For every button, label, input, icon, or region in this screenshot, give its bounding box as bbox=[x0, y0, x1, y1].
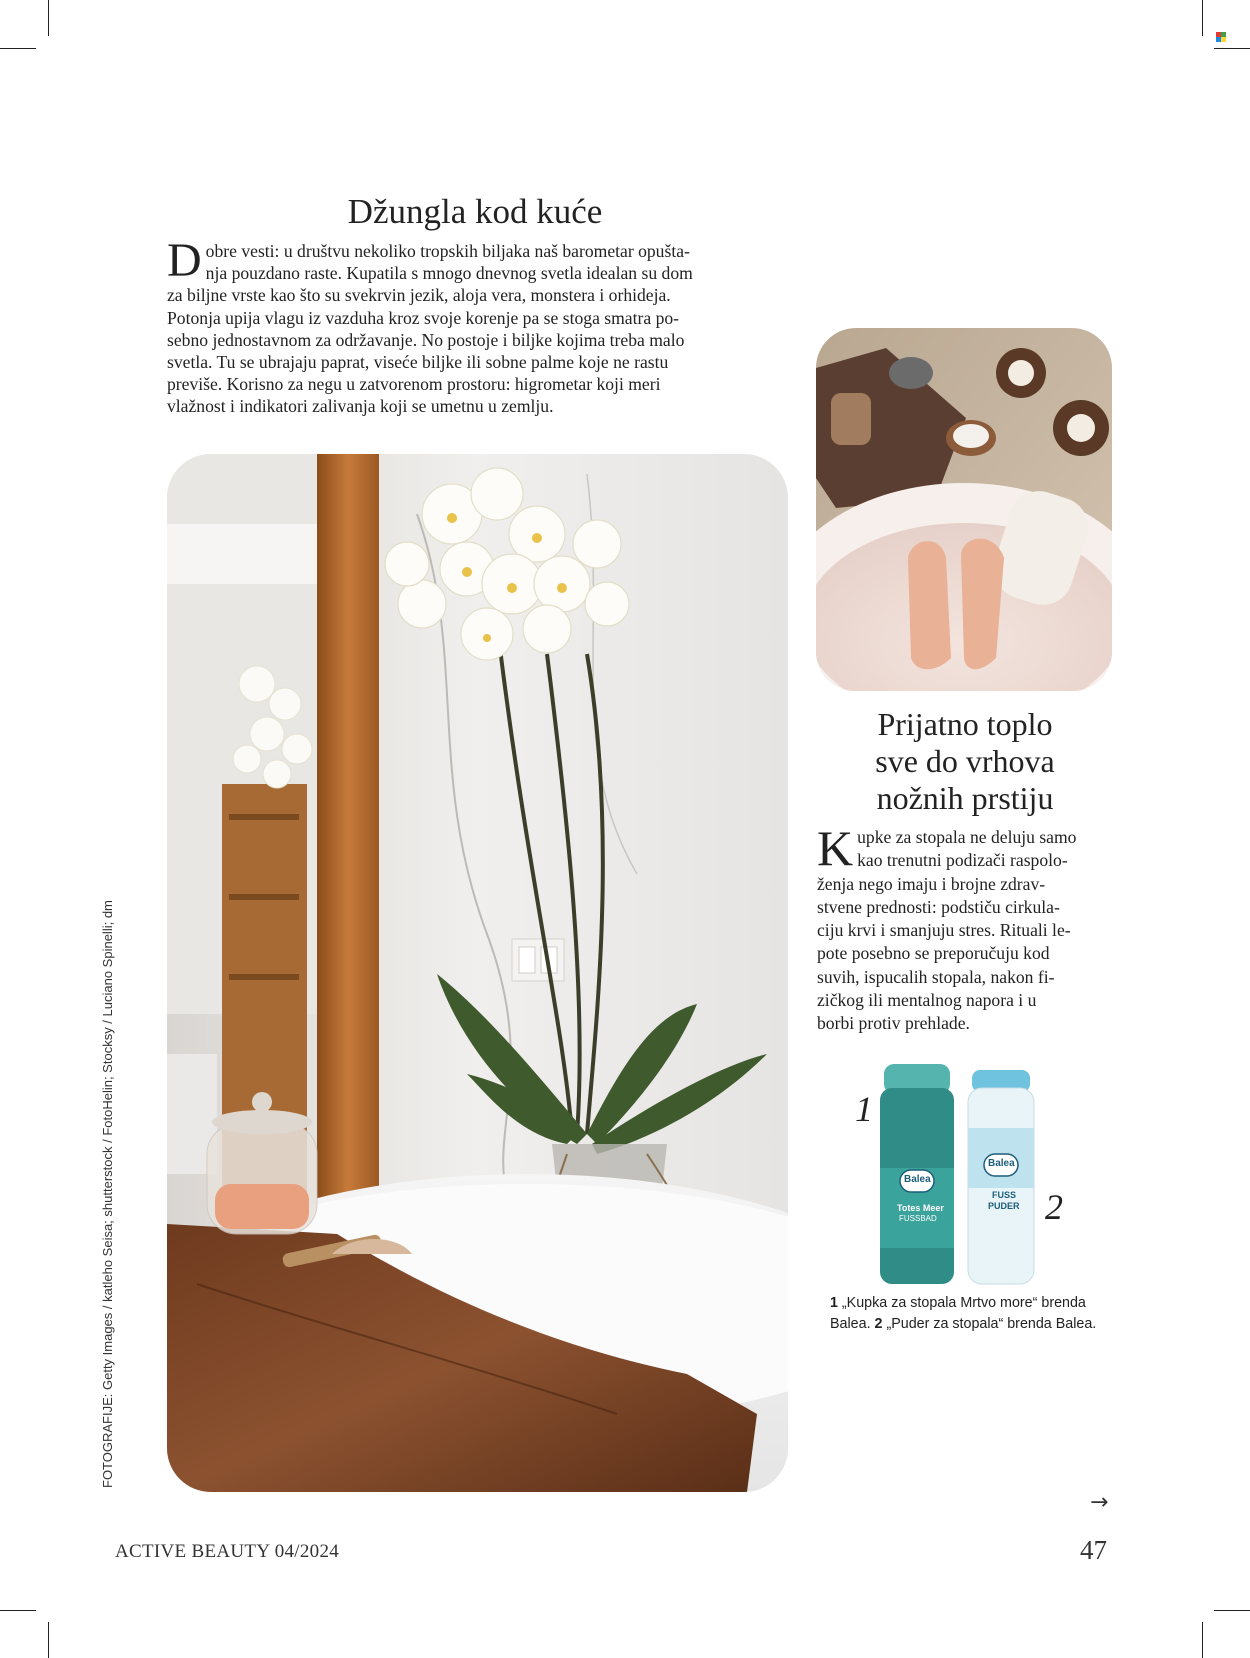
intro-line: nja pouzdano raste. Kupatila s mnogo dnevnog svetla idealan su dom bbox=[205, 263, 693, 284]
product-images bbox=[845, 1058, 1085, 1288]
sidebar-line: kao trenutni podizači raspolo- bbox=[857, 850, 1068, 871]
drop-cap: D bbox=[167, 234, 202, 287]
sidebar-line: stvene prednosti: podstiču cirkula- bbox=[817, 896, 1060, 917]
sidebar-line: suvih, ispucalih stopala, nakon fi- bbox=[817, 966, 1055, 987]
article-title: Džungla kod kuće bbox=[347, 192, 603, 231]
sidebar-text bbox=[817, 820, 1117, 1036]
page-number: 47 bbox=[1080, 1535, 1107, 1565]
color-registration-icon bbox=[1216, 32, 1226, 42]
sidebar-line: ciju krvi i smanjuju stres. Rituali le- bbox=[817, 920, 1071, 941]
article-intro bbox=[167, 234, 787, 418]
bathroom-orchid-photo bbox=[167, 454, 788, 1492]
product-number-2: 2 bbox=[1045, 1187, 1063, 1227]
bottle2-brand: Balea bbox=[988, 1158, 1015, 1169]
intro-line: Potonja upija vlagu iz vazduha kroz svoje korenje pa se stoga smatra po- bbox=[167, 307, 680, 328]
intro-line: svetla. Tu se ubrajaju paprat, viseće biljke ili sobne palme koje ne rastu bbox=[167, 352, 669, 373]
bottle1-type: FUSSBAD bbox=[899, 1214, 937, 1223]
sidebar-line: ženja nego imaju i brojne zdrav- bbox=[817, 873, 1046, 894]
crop-mark bbox=[0, 1610, 36, 1611]
crop-mark bbox=[0, 48, 36, 49]
sidebar-line: upke za stopala ne deluju samo bbox=[857, 827, 1077, 847]
crop-mark bbox=[1214, 48, 1250, 49]
sidebar-title-line: Prijatno toplo bbox=[877, 706, 1053, 742]
product-number-1: 1 bbox=[855, 1089, 873, 1129]
bottle1-name: Totes Meer bbox=[897, 1203, 944, 1213]
photo-credit: FOTOGRAFIJE: Getty Images / katleho Seisa; shutterstock / FotoHelin; Stocksy / Luciano Spinelli; dm bbox=[100, 900, 115, 1488]
sidebar-title bbox=[815, 706, 1115, 817]
caption-number: 2 bbox=[874, 1316, 883, 1332]
product-bottles-illustration bbox=[880, 1058, 1040, 1288]
intro-line: obre vesti: u društvu nekoliko tropskih biljaka naš barometar opušta- bbox=[205, 241, 690, 261]
bottle2-type: PUDER bbox=[988, 1201, 1020, 1211]
crop-mark bbox=[1202, 1622, 1203, 1658]
intro-line: za biljne vrste kao što su svekrvin jezik, aloja vera, monstera i orhideja. bbox=[167, 285, 671, 306]
intro-line: previše. Korisno za negu u zatvorenom prostoru: higrometar koji meri bbox=[167, 374, 661, 395]
crop-mark bbox=[48, 1622, 49, 1658]
caption-line bbox=[830, 1293, 1120, 1314]
caption-text: „Puder za stopala“ brenda Balea. bbox=[882, 1316, 1097, 1332]
crop-mark bbox=[48, 0, 49, 36]
crop-mark bbox=[1214, 1610, 1250, 1611]
sidebar-title-line: nožnih prstiju bbox=[876, 780, 1054, 816]
crop-mark bbox=[1202, 0, 1203, 36]
next-page-arrow-icon[interactable]: → bbox=[1090, 1490, 1109, 1515]
intro-line: vlažnost i indikatori zalivanja koji se umetnu u zemlju. bbox=[167, 396, 554, 417]
product-caption bbox=[830, 1293, 1120, 1335]
drop-cap: K bbox=[817, 820, 854, 876]
caption-text: „Kupka za stopala Mrtvo more“ brenda bbox=[837, 1295, 1086, 1311]
intro-line: sebno jednostavnom za održavanje. No postoje i biljke kojima treba malo bbox=[167, 329, 685, 350]
magazine-issue: ACTIVE BEAUTY 04/2024 bbox=[115, 1541, 340, 1562]
caption-number: 1 bbox=[830, 1295, 838, 1311]
footbath-photo bbox=[816, 328, 1112, 691]
sidebar-title-line: sve do vrhova bbox=[875, 743, 1055, 779]
sidebar-line: pote posebno se preporučuju kod bbox=[817, 943, 1050, 964]
sidebar-line: borbi protiv prehlade. bbox=[817, 1013, 970, 1034]
caption-text: Balea. bbox=[830, 1316, 875, 1332]
sidebar-line: zičkog ili mentalnog napora i u bbox=[817, 990, 1037, 1011]
bottle1-brand: Balea bbox=[904, 1174, 931, 1185]
caption-line bbox=[830, 1314, 1120, 1335]
bottle2-name: FUSS bbox=[992, 1190, 1017, 1200]
